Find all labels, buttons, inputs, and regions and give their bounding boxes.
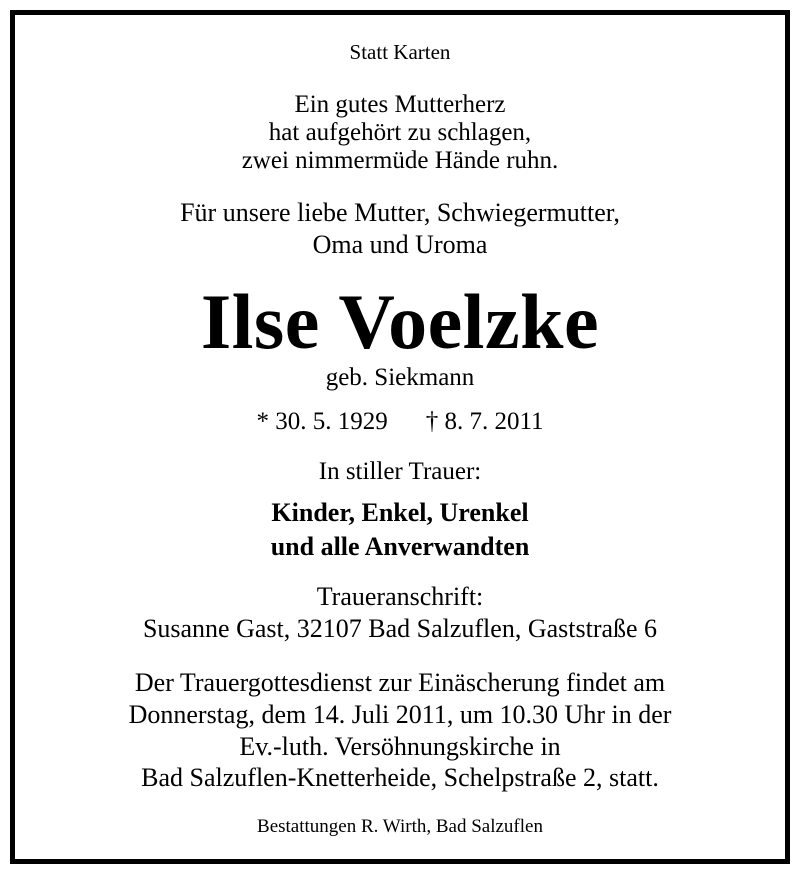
service-line-3: Ev.-luth. Versöhnungskirche in <box>239 732 561 761</box>
mourners-line-2: und alle Anverwandten <box>270 532 530 561</box>
life-dates <box>0 408 800 436</box>
service-line-1: Der Trauergottesdienst zur Einäscherung findet am <box>134 668 666 697</box>
birth-date: * 30. 5. 1929 <box>256 408 388 435</box>
service-line-4: Bad Salzuflen-Knetterheide, Schelpstraße 2, statt. <box>141 763 659 792</box>
deceased-name: Ilse Voelzke <box>200 278 600 365</box>
verse-line-3: zwei nimmermüde Hände ruhn. <box>241 147 559 174</box>
verse-line-1: Ein gutes Mutterherz <box>294 91 506 118</box>
dedication-line-1: Für unsere liebe Mutter, Schwiegermutter, <box>180 198 620 227</box>
mourners-line-1: Kinder, Enkel, Urenkel <box>271 498 529 527</box>
mourning-label: In stiller Trauer: <box>318 458 482 485</box>
death-date: † 8. 7. 2011 <box>425 408 544 435</box>
address-text: Susanne Gast, 32107 Bad Salzuflen, Gaststraße 6 <box>142 614 658 643</box>
maiden-name: geb. Siekmann <box>325 364 475 391</box>
verse-line-2: hat aufgehört zu schlagen, <box>268 119 532 146</box>
header-text: Statt Karten <box>349 40 451 64</box>
dedication-line-2: Oma und Uroma <box>312 230 488 259</box>
undertaker-text: Bestattungen R. Wirth, Bad Salzuflen <box>257 816 543 837</box>
address-label: Traueranschrift: <box>316 582 484 611</box>
service-line-2: Donnerstag, dem 14. Juli 2011, um 10.30 Uhr in der <box>128 700 672 729</box>
